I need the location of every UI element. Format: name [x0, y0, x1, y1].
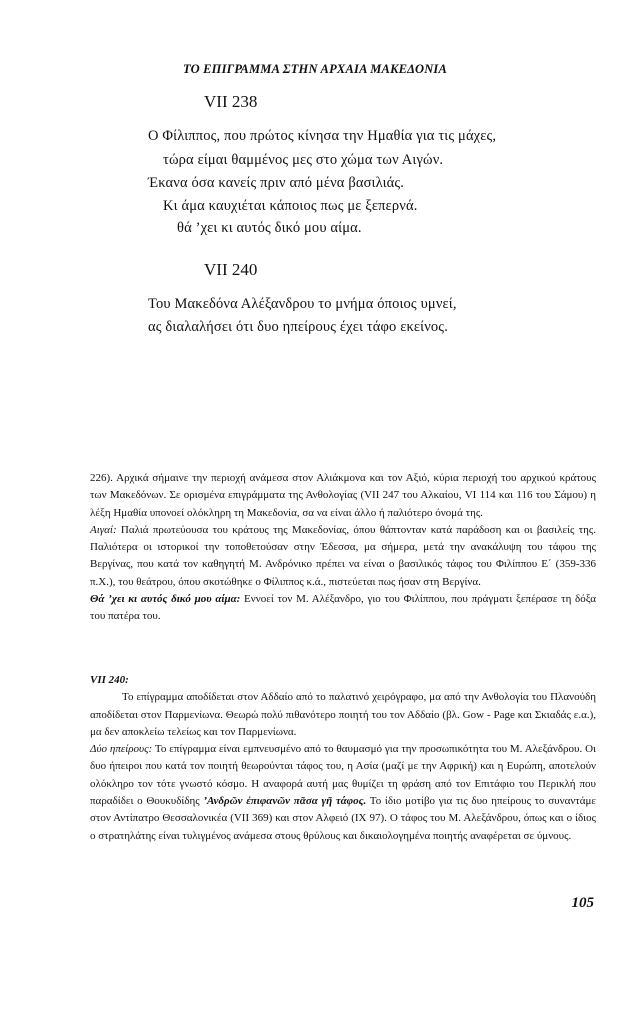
poem-line: Έκανα όσα κανείς πριν από μένα βασιλιάς.	[148, 175, 405, 191]
note-paragraph	[90, 522, 596, 591]
section-heading: VII 240:	[90, 674, 129, 686]
note-term: Δύο ηπείρους:	[90, 743, 153, 756]
poem-line: Κι άμα καυχιέται κάποιος πως με ξεπερνά.	[163, 198, 418, 214]
poem-number: VII 240	[204, 260, 258, 279]
quote-text: ’Ανδρῶν ἐπιφανῶν πᾶσα γῆ τάφος.	[203, 795, 367, 808]
running-header: ΤΟ ΕΠΙΓΡΑΜΜΑ ΣΤΗΝ ΑΡΧΑΙΑ ΜΑΚΕΔΟΝΙΑ	[182, 62, 448, 76]
note-text: Το επίγραμμα είναι εμπνευσμένο από το θαυμασμό για την προσωπικότητα του Μ. Αλεξάνδρου. Οι δυο ήπειροι που κατά τον ποιητή θεωρούνται τάφος του, η Ασία (μαζί με την Αφρική) και η Ευρώπη, αποτελούν ολόκληρο τον τότε γνωστό κόσμο. Η αναφορά αυτή μας θυμίζει τη φράση από τον Επιτάφιο του Περικλή που παραδίδει ο Θουκυδίδης	[90, 743, 596, 808]
note-paragraph	[90, 591, 596, 626]
poem-line: τώρα είμαι θαμμένος μες στο χώμα των Αιγών.	[163, 152, 444, 168]
note-paragraph: 226). Αρχικά σήμαινε την περιοχή ανάμεσα στον Αλιάκμονα και τον Αξιό, κύρια περιοχή του αρχικού κράτους των Μακεδόνων. Σε ορισμένα επιγράμματα της Ανθολογίας (VII 247 του Αλκαίου, VI 114 και 116 του Σάμου) η λέξη Ημαθία υπονοεί ολόκληρη τη Μακεδονία, σα να είναι άλλο ή παλιότερο όνομά της.	[90, 472, 596, 519]
note-text: Το ίδιο μοτίβο για τις δυο ηπείρους το συναντάμε στον Αντίπατρο Θεσσαλονικέα (VII 369) και στον Αλφειό (IX 97). Ο τάφος του Μ. Αλεξάνδρου, όπως και ο ίδιος ο στρατηλάτης είναι τυλιγμένος ανάμεσα στους θρύλους και δικαιολογημένα ποιητής αναφέρεται σε ύμνους.	[90, 795, 596, 842]
note-paragraph	[90, 741, 596, 845]
poem-line: θά ’χει κι αυτός δικό μου αίμα.	[177, 220, 362, 236]
note-text: Παλιά πρωτεύουσα του κράτους της Μακεδονίας, όπου θάπτονταν κατά παράδοση και οι βασιλείς της. Παλιότερα οι ιστορικοί την τοποθετούσαν στην Έδεσσα, μα σήμερα, μετά την ανακάλυψη του τάφου της Βεργίνας, που κατά τον καθηγητή Μ. Ανδρόνικο πρέπει να είναι ο βασιλικός τάφος του Φιλίππου Ε΄ (359-336 π.Χ.), του θεάτρου, όπου σκοτώθηκε ο Φίλιππος κ.ά., πιστεύεται πως ήσαν στη Βεργίνα.	[90, 523, 596, 588]
note-text: Εννοεί τον Μ. Αλέξανδρο, γιο του Φιλίππου, που πράγματι ξεπέρασε τη δόξα του πατέρα του.	[90, 593, 597, 623]
commentary-notes	[90, 470, 596, 626]
note-paragraph: Το επίγραμμα αποδίδεται στον Αδδαίο από το παλατινό χειρόγραφο, μα από την Ανθολογία του Πλανούδη αποδίδεται στον Παρμενίωνα. Θεωρώ πολύ πιθανότερο ποιητή του τον Αδδαίο (βλ. Gow - Page και Σκιαδάς ε.α.), μα δεν αποκλείω τελείως και τον Παρμενίωνα.	[90, 691, 596, 738]
commentary-notes-vii-240	[90, 672, 596, 845]
poem-line: Ο Φίλιππος, που πρώτος κίνησα την Ημαθία για τις μάχες,	[148, 128, 497, 144]
note-term: Θά ’χει κι αυτός δικό μου αίμα:	[90, 593, 241, 606]
poem-line: ας διαλαλήσει ότι δυο ηπείρους έχει τάφο εκείνος.	[148, 319, 448, 335]
page-number: 105	[571, 895, 594, 911]
note-term: Αιγαί:	[90, 523, 117, 536]
poem-number: VII 238	[204, 92, 258, 111]
poem-line: Του Μακεδόνα Αλέξανδρου το μνήμα όποιος υμνεί,	[148, 296, 457, 312]
